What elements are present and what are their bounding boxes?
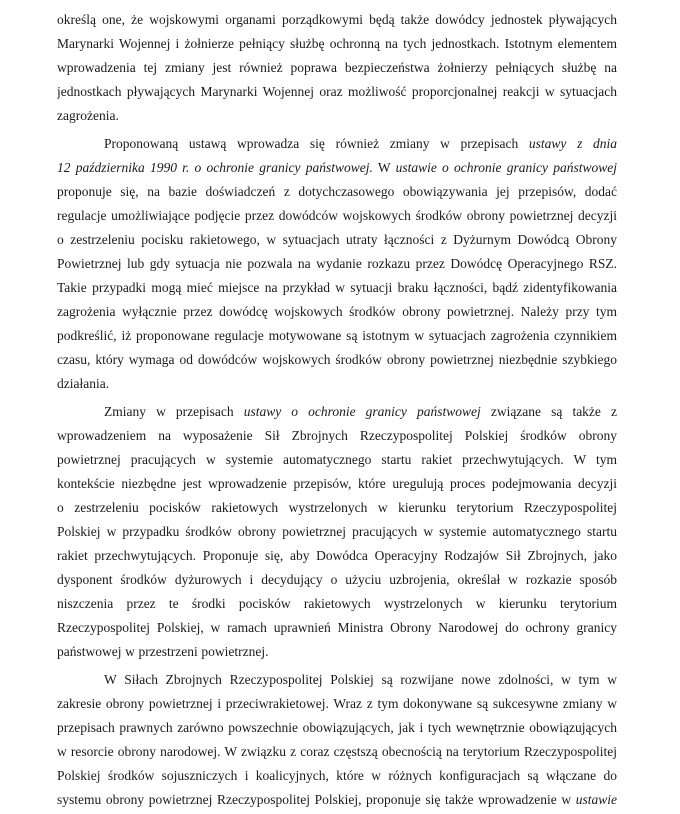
text-segment: systemu obrony powietrznej Rzeczypospolitej Polskiej, proponuje się także wprowadzenie w (57, 792, 576, 807)
italic-text-segment: ustawie (575, 792, 617, 807)
paragraph (57, 132, 617, 396)
text-line (57, 180, 617, 204)
text-segment: powietrznej pracujących w systemie automatycznego startu rakiet przechwytujących. W tym (57, 452, 617, 467)
text-segment: podkreślić, iż proponowane regulacje motywowane są istotnym w sytuacjach zagrożenia czynnikiem (57, 328, 617, 343)
text-segment: W Siłach Zbrojnych Rzeczypospolitej Polskiej są rozwijane nowe zdolności, w tym w (104, 672, 617, 687)
text-line (57, 496, 617, 520)
text-line (57, 788, 617, 812)
text-segment: o zestrzeleniu pocisku rakietowego, w sytuacjach utraty łączności z Dyżurnym Dowódcą Obrony (57, 232, 617, 247)
text-segment: zagrożenia. (57, 108, 119, 123)
text-segment: działania. (57, 376, 110, 391)
text-segment: W (372, 160, 396, 175)
text-line (57, 252, 617, 276)
text-line (57, 400, 617, 424)
text-line (57, 448, 617, 472)
text-line (57, 472, 617, 496)
italic-text-segment: ustawy o ochronie granicy państwowej (243, 404, 481, 419)
text-line (57, 640, 617, 664)
text-line (57, 764, 617, 788)
text-segment: kontekście niezbędne jest wprowadzenie przepisów, które uregulują proces podejmowania decyzji (57, 476, 617, 491)
text-line (57, 132, 617, 156)
text-line (57, 616, 617, 640)
document-body (57, 8, 617, 812)
text-line (57, 156, 617, 180)
text-line (57, 740, 617, 764)
italic-text-segment: ustawy z dnia (528, 136, 617, 151)
text-segment: regulacje umożliwiające podjęcie przez dowódców wojskowych środków obrony powietrznej decyzji (57, 208, 617, 223)
text-line (57, 348, 617, 372)
text-segment: Powietrznej lub gdy sytuacja nie pozwala na wydanie rozkazu przez Dowódcę Operacyjnego RSZ. (57, 256, 617, 271)
text-segment: przepisach prawnych zarówno powszechnie obowiązujących, jak i tych wewnętrznie obowiązujących (57, 720, 617, 735)
text-segment: czasu, który wymaga od dowódców wojskowych środków obrony powietrznej niezbędnie szybkiego (57, 352, 617, 367)
text-line (57, 204, 617, 228)
text-line (57, 56, 617, 80)
text-segment: o zestrzeleniu pocisków rakietowych wystrzelonych w kierunku terytorium Rzeczypospolitej (57, 500, 617, 515)
italic-text-segment: 12 października 1990 r. o ochronie granicy państwowej. (57, 160, 373, 175)
text-segment: Proponowaną ustawą wprowadza się również zmiany w przepisach (104, 136, 529, 151)
text-line (57, 324, 617, 348)
text-line (57, 520, 617, 544)
paragraph (57, 8, 617, 128)
text-line (57, 716, 617, 740)
text-line (57, 424, 617, 448)
text-segment: w resorcie obrony narodowej. W związku z coraz częstszą obecnością na terytorium Rzeczypospolitej (57, 744, 617, 759)
text-segment: Zmiany w przepisach (104, 404, 244, 419)
text-line (57, 104, 617, 128)
paragraph (57, 400, 617, 664)
paragraph (57, 668, 617, 812)
text-segment: zakresie obrony powietrznej i przeciwrakietowej. Wraz z tym dokonywane są sukcesywne zmiany w (57, 696, 617, 711)
text-segment: wprowadzenia tej zmiany jest również poprawa bezpieczeństwa żołnierzy pełniących służbę na (57, 60, 617, 75)
text-line (57, 228, 617, 252)
text-line (57, 32, 617, 56)
text-segment: wprowadzeniem na wyposażenie Sił Zbrojnych Rzeczypospolitej Polskiej środków obrony (57, 428, 617, 443)
text-segment: dysponent środków dyżurowych i decydujący o użyciu uzbrojenia, określał w rozkazie sposób (57, 572, 617, 587)
text-line (57, 592, 617, 616)
text-segment: zagrożenia wyłącznie przez dowódcę wojskowych środków obrony powietrznej. Należy przy tym (57, 304, 617, 319)
text-segment: jednostkach pływających Marynarki Wojennej oraz możliwość proporcjonalnej reakcji w sytuacjach (57, 84, 617, 99)
text-segment: państwowej w przestrzeni powietrznej. (57, 644, 269, 659)
text-line (57, 372, 617, 396)
text-segment: Polskiej w przypadku środków obrony powietrznej pracujących w systemie automatycznego startu (57, 524, 617, 539)
text-segment: niszczenia przez te środki pocisków rakietowych wystrzelonych w kierunku terytorium (57, 596, 617, 611)
italic-text-segment: ustawie o ochronie granicy państwowej (395, 160, 617, 175)
text-line (57, 276, 617, 300)
text-segment: związane są także z (480, 404, 617, 419)
text-line (57, 668, 617, 692)
text-segment: Marynarki Wojennej i żołnierze pełniący służbę ochronną na tych jednostkach. Istotnym elementem (57, 36, 617, 51)
text-line (57, 568, 617, 592)
text-line (57, 300, 617, 324)
text-segment: Rzeczypospolitej Polskiej, w ramach uprawnień Ministra Obrony Narodowej do ochrony granicy (57, 620, 617, 635)
text-line (57, 544, 617, 568)
text-segment: proponuje się, na bazie doświadczeń z dotychczasowego obowiązywania jej przepisów, dodać (57, 184, 617, 199)
text-line (57, 80, 617, 104)
text-segment: rakiet przechwytujących. Proponuje się, aby Dowódca Operacyjny Rodzajów Sił Zbrojnych, jako (57, 548, 617, 563)
text-line (57, 8, 617, 32)
text-segment: Takie przypadki mogą mieć miejsce na przykład w sytuacji braku łączności, bądź zidentyfikowania (57, 280, 617, 295)
text-line (57, 692, 617, 716)
text-segment: Polskiej środków sojuszniczych i koalicyjnych, które w różnych konfiguracjach są włączane do (57, 768, 617, 783)
text-segment: określą one, że wojskowymi organami porządkowymi będą także dowódcy jednostek pływających (57, 12, 617, 27)
